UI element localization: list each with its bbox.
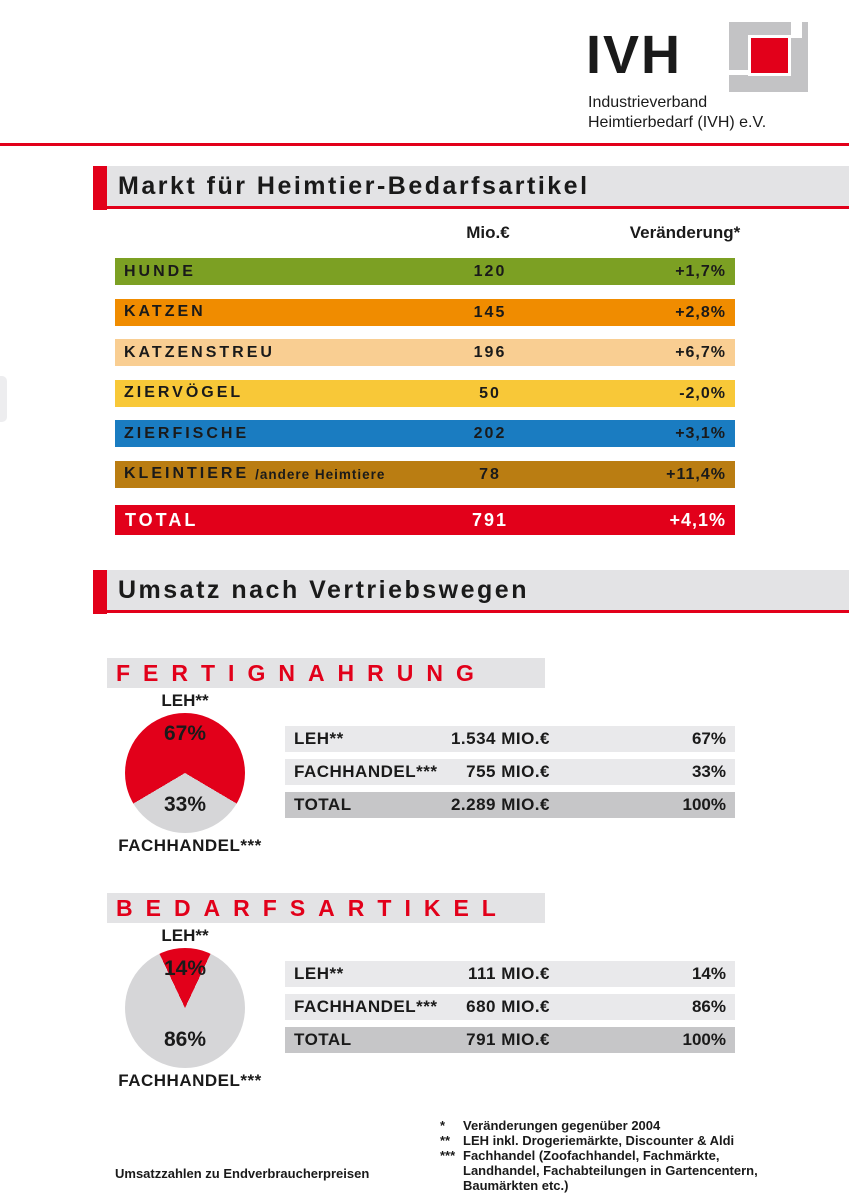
pie-gray-slice-percent: 33% xyxy=(163,793,207,816)
market-category-bar xyxy=(115,258,735,285)
channel-label: FACHHANDEL*** xyxy=(294,762,438,781)
distribution-table-row xyxy=(285,759,735,785)
distribution-table xyxy=(285,726,735,825)
distribution-table xyxy=(285,961,735,1060)
footnote-marker: * xyxy=(440,1118,446,1133)
footnote-line xyxy=(440,1148,770,1193)
category-change-percent: +6,7% xyxy=(675,344,726,361)
column-header-veraenderung: Veränderung* xyxy=(629,223,741,242)
subsection-title: FERTIGNAHRUNG xyxy=(116,659,487,686)
footnote-line xyxy=(440,1118,770,1133)
category-change-percent: +3,1% xyxy=(675,425,726,442)
category-label: HUNDE xyxy=(124,262,196,280)
distribution-heading-accent xyxy=(93,570,107,614)
market-title: Markt für Heimtier-Bedarfsartikel xyxy=(118,171,590,200)
pie-label-fachhandel: FACHHANDEL*** xyxy=(118,836,262,855)
distribution-subsection xyxy=(0,893,849,1128)
category-value-mio-eur: 50 xyxy=(479,384,501,402)
channel-percent: 33% xyxy=(691,762,726,781)
market-category-bar xyxy=(115,299,735,326)
organization-name-line1: Industrieverband xyxy=(588,94,708,111)
category-label: ZIERVÖGEL xyxy=(124,384,244,401)
category-value-mio-eur: 196 xyxy=(473,344,507,361)
market-category-bar xyxy=(115,420,735,447)
distribution-table-row xyxy=(285,726,735,752)
column-header-mio-eur: Mio.€ xyxy=(466,223,510,242)
category-value-mio-eur: 120 xyxy=(473,263,507,280)
pie-gray-slice-percent: 86% xyxy=(163,1028,207,1051)
footnote-marker: ** xyxy=(440,1133,451,1148)
channel-percent: 86% xyxy=(691,997,726,1016)
category-label: KLEINTIERE xyxy=(124,465,250,482)
market-category-bar xyxy=(115,339,735,366)
pie-label-fachhandel: FACHHANDEL*** xyxy=(118,1071,262,1090)
distribution-table-row xyxy=(285,792,735,818)
channel-value-mio-eur: 755 MIO.€ xyxy=(466,762,550,781)
bottom-note: Umsatzzahlen zu Endverbraucherpreisen xyxy=(115,1166,370,1181)
channel-value-mio-eur: 791 MIO.€ xyxy=(466,1030,550,1049)
top-divider-rule xyxy=(0,143,849,146)
page-edge-tab xyxy=(0,376,7,422)
category-value-mio-eur: 202 xyxy=(473,425,507,442)
channel-label: FACHHANDEL*** xyxy=(294,997,438,1016)
distribution-heading-bar xyxy=(107,570,849,610)
distribution-table-row xyxy=(285,994,735,1020)
pie-label-leh: LEH** xyxy=(161,691,209,710)
organization-name-line2: Heimtierbedarf (IVH) e.V. xyxy=(588,114,767,131)
category-value-mio-eur: 145 xyxy=(473,303,507,321)
category-label: KATZENSTREU xyxy=(124,343,275,361)
category-change-percent: +2,8% xyxy=(675,303,726,321)
market-heading-underline xyxy=(93,206,849,209)
footnote-marker: *** xyxy=(440,1148,456,1163)
footnote-text: Veränderungen gegenüber 2004 xyxy=(463,1118,661,1133)
ivh-logo-text: IVH xyxy=(586,25,683,85)
market-total-change: +4,1% xyxy=(669,510,726,530)
category-label-suffix: /andere Heimtiere xyxy=(255,466,386,482)
market-total-value: 791 xyxy=(471,510,509,530)
distribution-subsection xyxy=(0,658,849,893)
channel-value-mio-eur: 2.289 MIO.€ xyxy=(450,795,550,814)
footnote-text: Fachhandel (Zoofachhandel, Fachmärkte, Landhandel, Fachabteilungen in Gartencentern, Baumärkten etc.) xyxy=(463,1148,758,1193)
distribution-title: Umsatz nach Vertriebswegen xyxy=(118,575,529,604)
distribution-table-row xyxy=(285,961,735,987)
market-total-row xyxy=(115,505,735,535)
subsection-title: BEDARFSARTIKEL xyxy=(116,894,509,921)
channel-percent: 67% xyxy=(691,729,726,748)
market-heading-accent xyxy=(93,166,107,210)
subsection-heading-bar xyxy=(107,658,545,688)
category-label: KATZEN xyxy=(124,303,206,320)
logo-slit-shape xyxy=(729,70,748,75)
market-category-bar xyxy=(115,380,735,407)
distribution-table-row xyxy=(285,1027,735,1053)
pie-red-slice-percent: 14% xyxy=(163,957,207,980)
category-change-percent: +1,7% xyxy=(675,263,726,280)
pie-red-slice-percent: 67% xyxy=(163,722,207,745)
market-heading-bar xyxy=(107,166,849,206)
channel-label: LEH** xyxy=(294,729,344,748)
subsection-heading-bar xyxy=(107,893,545,923)
ivh-logo-icon xyxy=(729,22,808,92)
channel-label: TOTAL xyxy=(294,795,352,814)
logo-notch-shape xyxy=(791,22,802,38)
footnote-line xyxy=(440,1133,770,1148)
channel-label: LEH** xyxy=(294,964,344,983)
category-value-mio-eur: 78 xyxy=(479,465,501,483)
channel-percent: 100% xyxy=(682,1030,726,1049)
channel-label: TOTAL xyxy=(294,1030,352,1049)
organization-name xyxy=(588,93,766,133)
logo-red-square-shape xyxy=(748,35,791,76)
footnotes xyxy=(440,1118,770,1193)
channel-value-mio-eur: 1.534 MIO.€ xyxy=(450,729,550,748)
category-label: ZIERFISCHE xyxy=(124,424,250,442)
market-category-bar xyxy=(115,461,735,488)
pie-label-leh: LEH** xyxy=(161,926,209,945)
market-total-label: TOTAL xyxy=(125,510,199,530)
distribution-heading-underline xyxy=(93,610,849,613)
channel-value-mio-eur: 680 MIO.€ xyxy=(466,997,550,1016)
market-rows xyxy=(115,258,735,501)
category-change-percent: -2,0% xyxy=(679,384,726,402)
channel-percent: 100% xyxy=(682,795,726,814)
category-change-percent: +11,4% xyxy=(666,465,726,483)
channel-value-mio-eur: 111 MIO.€ xyxy=(468,964,550,983)
channel-percent: 14% xyxy=(691,964,726,983)
footnote-text: LEH inkl. Drogeriemärkte, Discounter & Aldi xyxy=(463,1133,735,1148)
